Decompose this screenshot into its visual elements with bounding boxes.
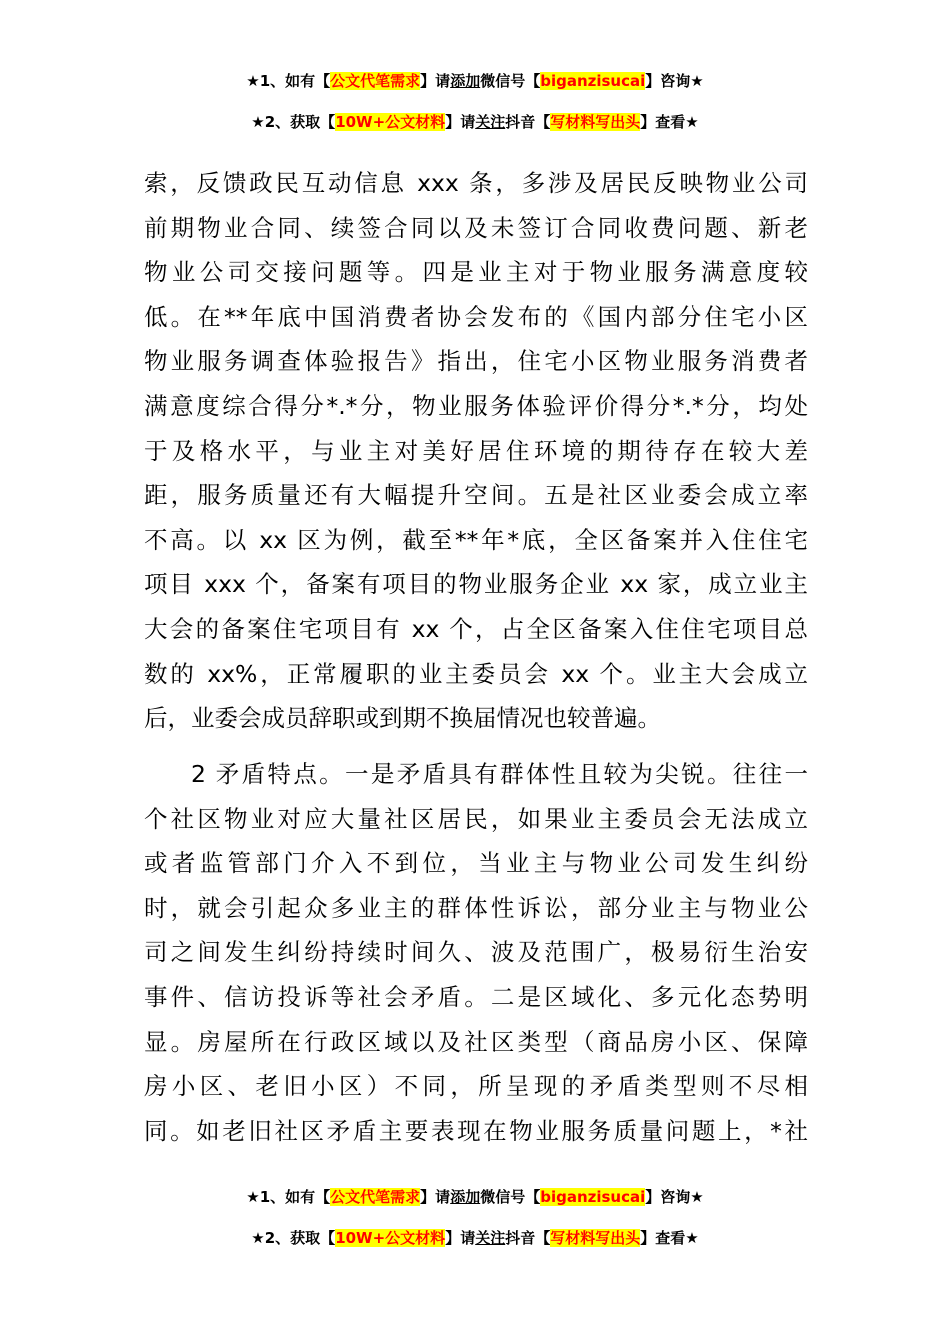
header-line2-highlight-2: 写材料写出头 [550, 113, 641, 131]
paragraph-line: 事件、信访投诉等社会矛盾。二是区域化、多元化态势明 [144, 982, 808, 1011]
body-paragraph-2 [144, 752, 808, 1153]
footer-line1-suffix: 】咨询★ [645, 1188, 704, 1206]
paragraph-line: 距，服务质量还有大幅提升空间。五是社区业委会成立率 [144, 481, 808, 510]
header-line1-highlight-2: biganzisucai [540, 72, 646, 90]
paragraph-line: 物业公司交接问题等。四是业主对于物业服务满意度较 [144, 258, 808, 287]
paragraph-line: 显。房屋所在行政区域以及社区类型（商品房小区、保障 [144, 1027, 808, 1056]
footer-line1-mid-2: 微信号【 [480, 1188, 541, 1206]
paragraph-line: 前期物业合同、续签合同以及未签订合同收费问题、新老 [144, 213, 808, 242]
header-line2-highlight-1: 10W+公文材料 [335, 113, 446, 131]
paragraph-line: 项目 xxx 个，备案有项目的物业服务企业 xx 家，成立业主 [144, 570, 808, 599]
paragraph-line: 房小区、老旧小区）不同，所呈现的矛盾类型则不尽相 [144, 1072, 808, 1101]
footer-promo-line-1 [0, 1187, 950, 1207]
header-line1-underlined: 添加 [450, 72, 481, 90]
footer-line1-underlined: 添加 [450, 1188, 481, 1206]
paragraph-line: 索，反馈政民互动信息 xxx 条，多涉及居民反映物业公司 [144, 169, 808, 197]
body-paragraph-1 [144, 161, 808, 741]
footer-line2-mid-2: 抖音【 [505, 1229, 551, 1247]
paragraph-line: 物业服务调查体验报告》指出，住宅小区物业服务消费者 [144, 347, 808, 376]
footer-promo-line-2 [0, 1228, 950, 1248]
paragraph-line: 满意度综合得分*.*分，物业服务体验评价得分*.*分，均处 [144, 391, 808, 420]
header-promo-line-2 [0, 112, 950, 132]
paragraph-line: 数的 xx%，正常履职的业主委员会 xx 个。业主大会成立 [144, 659, 808, 688]
paragraph-line: 时，就会引起众多业主的群体性诉讼，部分业主与物业公 [144, 893, 808, 922]
paragraph-line: 于及格水平，与业主对美好居住环境的期待存在较大差 [144, 436, 808, 465]
header-line2-mid-1: 】请 [445, 113, 476, 131]
paragraph-line: 同。如老旧社区矛盾主要表现在物业服务质量问题上，*社 [144, 1116, 808, 1145]
header-line1-mid-1: 】请 [420, 72, 451, 90]
header-line1-prefix: ★1、如有【 [246, 72, 331, 90]
header-line2-suffix: 】查看★ [640, 113, 699, 131]
paragraph-line: 司之间发生纠纷持续时间久、波及范围广，极易衍生治安 [144, 938, 808, 967]
footer-line2-underlined: 关注 [475, 1229, 506, 1247]
footer-line1-highlight-1: 公文代笔需求 [330, 1188, 421, 1206]
paragraph-line: 后，业委会成员辞职或到期不换届情况也较普遍。 [144, 704, 661, 733]
header-line1-suffix: 】咨询★ [645, 72, 704, 90]
paragraph-line: 个社区物业对应大量社区居民，如果业主委员会无法成立 [144, 804, 808, 833]
header-line2-prefix: ★2、获取【 [251, 113, 336, 131]
footer-line2-highlight-2: 写材料写出头 [550, 1229, 641, 1247]
header-line2-mid-2: 抖音【 [505, 113, 551, 131]
header-promo-line-1 [0, 71, 950, 91]
header-line1-mid-2: 微信号【 [480, 72, 541, 90]
paragraph-line: 2 矛盾特点。一是矛盾具有群体性且较为尖锐。往往一 [191, 760, 808, 788]
header-line2-underlined: 关注 [475, 113, 506, 131]
paragraph-line: 不高。以 xx 区为例，截至**年*底，全区备案并入住住宅 [144, 525, 808, 554]
footer-line1-mid-1: 】请 [420, 1188, 451, 1206]
paragraph-line: 大会的备案住宅项目有 xx 个，占全区备案入住住宅项目总 [144, 614, 808, 643]
footer-line2-mid-1: 】请 [445, 1229, 476, 1247]
footer-line2-prefix: ★2、获取【 [251, 1229, 336, 1247]
footer-line1-highlight-2: biganzisucai [540, 1188, 646, 1206]
paragraph-line: 低。在**年底中国消费者协会发布的《国内部分住宅小区 [144, 302, 808, 331]
footer-line2-suffix: 】查看★ [640, 1229, 699, 1247]
header-line1-highlight-1: 公文代笔需求 [330, 72, 421, 90]
footer-line1-prefix: ★1、如有【 [246, 1188, 331, 1206]
paragraph-line: 或者监管部门介入不到位，当业主与物业公司发生纠纷 [144, 849, 808, 878]
footer-line2-highlight-1: 10W+公文材料 [335, 1229, 446, 1247]
